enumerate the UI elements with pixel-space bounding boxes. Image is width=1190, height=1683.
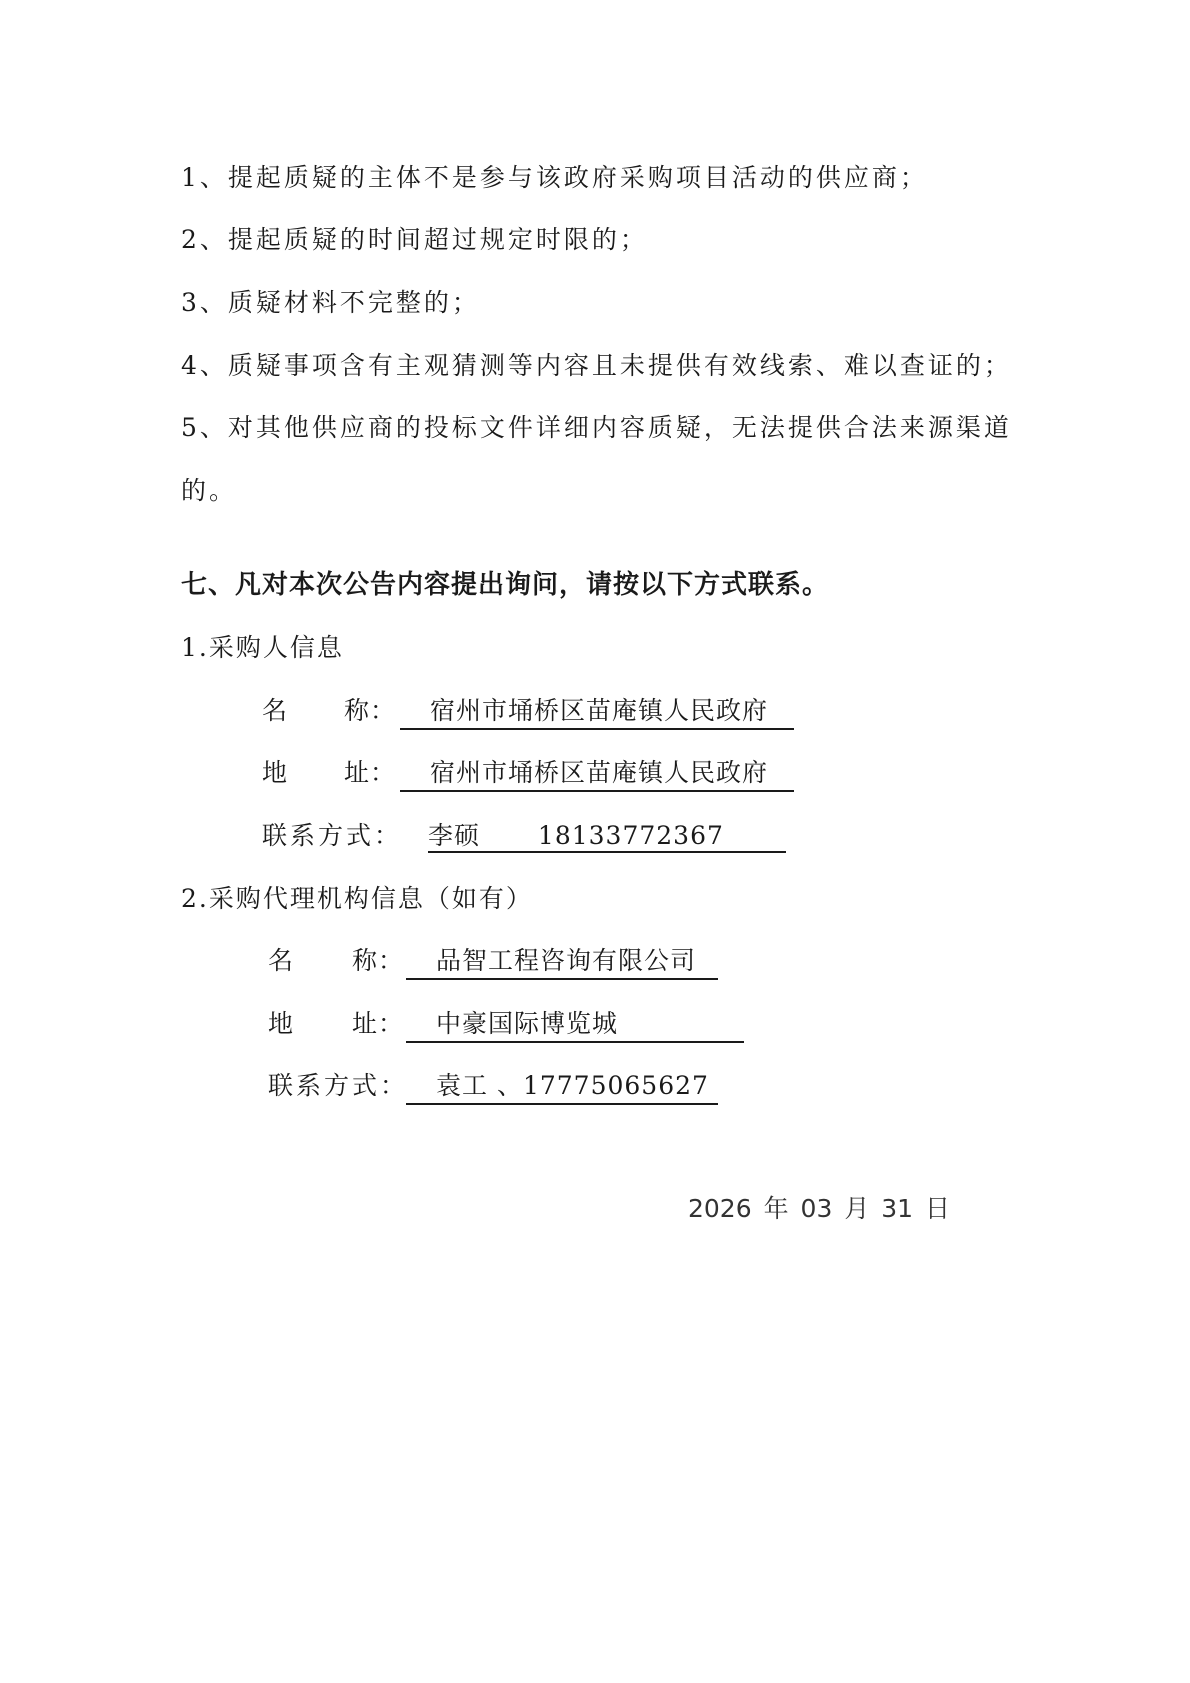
purchaser-name-value: 宿州市埇桥区苗庵镇人民政府 (400, 696, 794, 730)
list-item: 3、质疑材料不完整的； (181, 288, 480, 317)
list-item: 2、提起质疑的时间超过规定时限的； (181, 225, 648, 254)
list-item: 5、对其他供应商的投标文件详细内容质疑，无法提供合法来源渠道 (181, 413, 1012, 442)
agency-name-label: 名 (268, 946, 295, 975)
section-heading: 七、凡对本次公告内容提出询问，请按以下方式联系。 (181, 570, 830, 600)
agency-title: 2.采购代理机构信息（如有） (181, 884, 533, 913)
document-date: 2026 年 03 月 31 日 (688, 1194, 951, 1223)
purchaser-contact-person: 李硕 (428, 821, 481, 850)
purchaser-address-label: 地 (262, 758, 289, 787)
purchaser-address-label-suffix: 址： (344, 758, 397, 787)
list-item-continuation: 的。 (181, 476, 238, 505)
purchaser-title: 1.采购人信息 (181, 633, 344, 662)
agency-address-value: 中豪国际博览城 (406, 1009, 744, 1043)
purchaser-name-label: 名 (262, 696, 289, 725)
purchaser-contact-label: 联系方式： (262, 821, 403, 850)
agency-name-label-suffix: 称： (352, 946, 405, 975)
agency-address-label: 地 (268, 1009, 295, 1038)
agency-contact-value: 袁工 、17775065627 (406, 1071, 718, 1105)
list-item: 4、质疑事项含有主观猜测等内容且未提供有效线索、难以查证的； (181, 351, 1012, 380)
purchaser-contact-phone: 18133772367 (537, 821, 724, 850)
agency-contact-label: 联系方式： (268, 1071, 409, 1100)
purchaser-name-label-suffix: 称： (344, 696, 397, 725)
list-item: 1、提起质疑的主体不是参与该政府采购项目活动的供应商； (181, 163, 928, 192)
agency-address-label-suffix: 址： (352, 1009, 405, 1038)
purchaser-address-value: 宿州市埇桥区苗庵镇人民政府 (400, 758, 794, 792)
purchaser-contact-value (428, 821, 786, 853)
agency-name-value: 品智工程咨询有限公司 (406, 946, 718, 980)
